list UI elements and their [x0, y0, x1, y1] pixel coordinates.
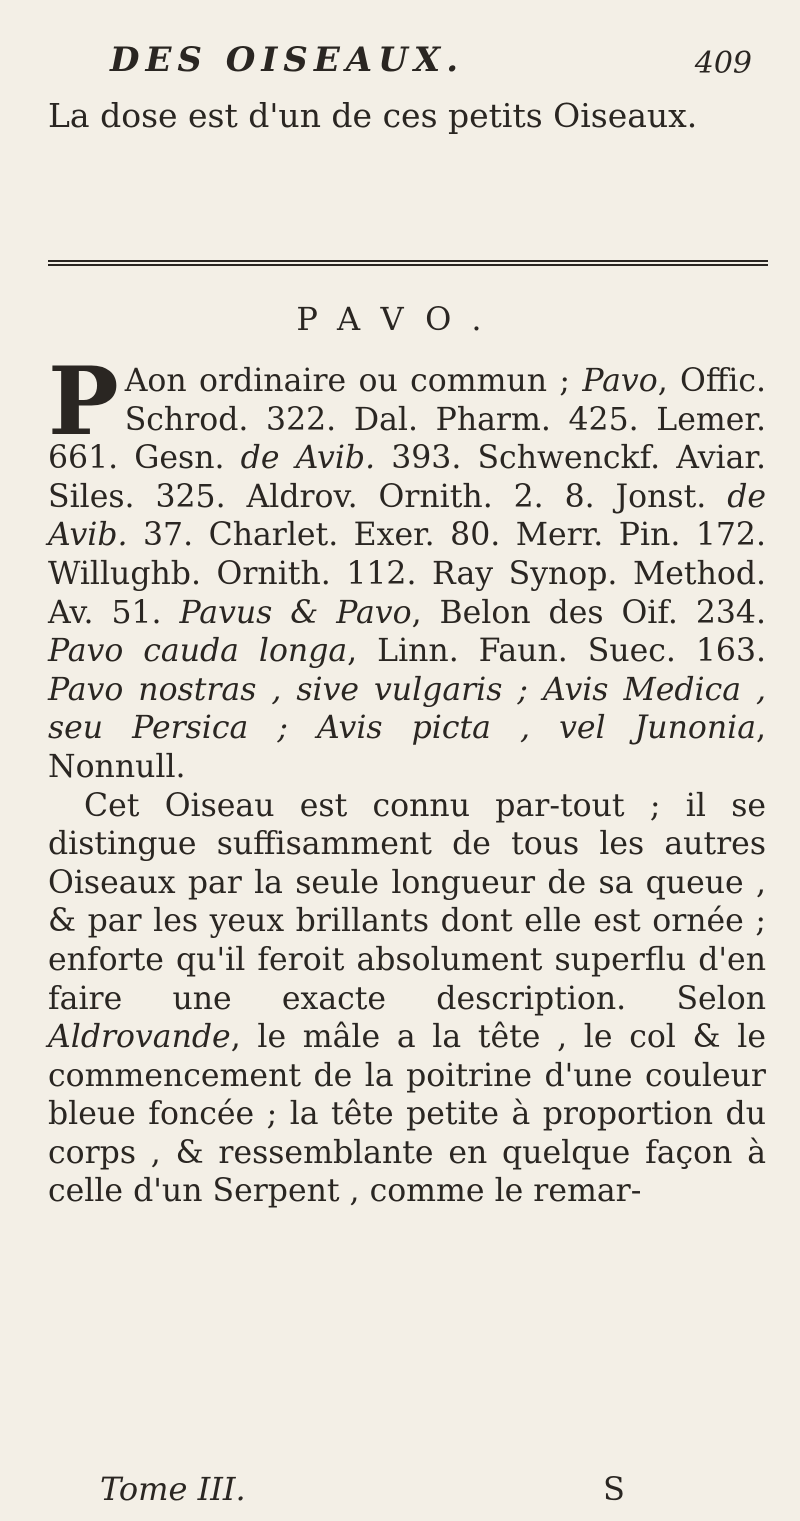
text-run: 393. Schwenckf. Aviar. Siles. 325. Aldrov. Ornith. 2. 8. Jonst.	[48, 440, 767, 515]
text-run: Cet Oiseau est connu par-tout ; il se distingue suffisamment de tous les autres Oiseaux par la seule longueur de sa queue , & par les yeux brillants dont elle est ornée ; enforte qu'il feroit absolument superflu d'en faire une exacte description. Selon	[48, 787, 766, 1017]
page-number: 409	[694, 46, 752, 81]
carryover-text: La dose est d'un de ces petits Oiseaux.	[48, 96, 698, 135]
italic-run: de Avib.	[48, 478, 766, 554]
entry-body	[48, 347, 767, 1211]
italic-run: Pavo nostras , sive vulgaris ; Avis Medica , seu Persica ; Avis picta , vel Junonia	[48, 671, 766, 747]
section-title: PAVO.	[296, 300, 504, 338]
italic-run: Pavo cauda longa	[48, 633, 348, 670]
volume-label: Tome III.	[100, 1470, 246, 1508]
section-rule	[48, 260, 768, 266]
italic-run: Aldrovande	[48, 1019, 231, 1056]
signature-mark: S	[603, 1470, 625, 1508]
italic-run: Pavus & Pavo	[179, 594, 412, 631]
text-run: 37. Charlet. Exer. 80. Merr. Pin. 172. Willughb. Ornith. 112. Ray Synop. Method. Av. 51.	[48, 517, 766, 631]
italic-run: de Avib.	[240, 440, 376, 477]
text-run: , le mâle a la tête , le col & le commencement de la poitrine d'une couleur bleue foncée ; la tête petite à proportion du corps , & ressemblante en quelque façon à celle d'un Serpent , comme le remar-	[48, 1019, 766, 1210]
italic-run: Pavo	[582, 363, 658, 399]
text-run: , Nonnull.	[48, 710, 766, 785]
text-run: Aon ordinaire ou commun ;	[124, 363, 583, 399]
entry-paragraph-1	[48, 347, 767, 787]
running-title: DES OISEAUX.	[110, 40, 465, 80]
text-run: , Linn. Faun. Suec. 163.	[347, 633, 766, 670]
entry-paragraph-1-text	[48, 347, 767, 785]
text-run: , Offic. Schrod. 322. Dal. Pharm. 425. Lemer. 661. Gesn.	[48, 363, 766, 477]
text-run: , Belon des Oif. 234.	[411, 594, 766, 631]
entry-paragraph-2	[48, 787, 766, 1212]
drop-cap: P	[48, 347, 119, 457]
